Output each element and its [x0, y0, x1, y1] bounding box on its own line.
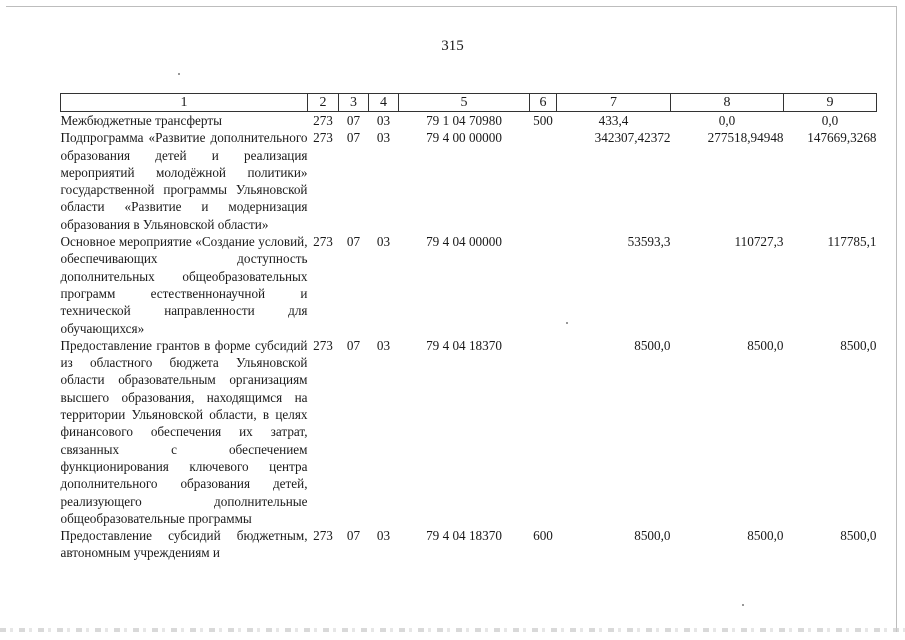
cell-amount-8: 8500,0 — [747, 528, 784, 544]
cell-amount-7: 433,4 — [598, 113, 629, 128]
cell-code-5: 79 4 04 18370 — [426, 528, 502, 544]
cell-amount-7: 8500,0 — [634, 337, 671, 353]
table-row — [61, 112, 877, 130]
table-row — [61, 527, 877, 562]
scan-speck — [178, 73, 180, 75]
cell-amount-9: 8500,0 — [840, 337, 877, 353]
cell-code-6 — [530, 337, 557, 527]
cell-amount-9: 147669,3268 — [807, 130, 877, 146]
cell-code-5: 79 4 00 00000 — [426, 130, 502, 146]
column-header: 3 — [339, 94, 369, 112]
row-name: Основное мероприятие «Создание условий, обеспечивающих доступность дополнительных общеобразовательных программ естественнонаучной и технической направленности для обучающихся» — [60, 234, 308, 336]
cell-amount-9: 0,0 — [821, 113, 839, 128]
cell-code-2: 273 — [313, 113, 333, 128]
cell-amount-9: 8500,0 — [840, 528, 877, 544]
cell-code-3: 07 — [346, 113, 361, 128]
cell-code-6: 600 — [533, 528, 553, 544]
row-name: Предоставление грантов в форме субсидий из областного бюджета Ульяновской области образовательным организациям высшего образования, находящимся на территории Ульяновской области, в целях финансового обеспечения их затрат, связанных с обеспечением функционирования ключевого центра дополнительного образования детей, реализующего дополнительные общеобразовательные программы — [60, 337, 308, 526]
table-header-row — [61, 94, 877, 112]
cell-code-2: 273 — [313, 130, 333, 146]
cell-code-6 — [530, 233, 557, 337]
table-row — [61, 233, 877, 337]
cell-code-4: 03 — [376, 337, 391, 353]
cell-code-2: 273 — [313, 234, 333, 250]
column-header: 4 — [369, 94, 399, 112]
cell-amount-8: 0,0 — [718, 113, 736, 128]
cell-code-3: 07 — [346, 337, 361, 353]
scan-edge-noise — [0, 628, 905, 632]
column-header: 5 — [399, 94, 530, 112]
cell-amount-9: 117785,1 — [827, 234, 877, 250]
cell-amount-8: 110727,3 — [734, 234, 784, 250]
table-row — [61, 337, 877, 527]
cell-code-4: 03 — [376, 528, 391, 544]
table-row — [61, 129, 877, 233]
column-header: 2 — [308, 94, 339, 112]
cell-code-5: 79 4 04 18370 — [426, 337, 502, 353]
column-header: 7 — [557, 94, 671, 112]
cell-amount-7: 53593,3 — [627, 234, 671, 250]
cell-code-5: 79 1 04 70980 — [426, 113, 502, 128]
cell-amount-8: 277518,94948 — [707, 130, 784, 146]
cell-amount-8: 8500,0 — [747, 337, 784, 353]
cell-code-4: 03 — [376, 113, 391, 128]
row-name: Подпрограмма «Развитие дополнительного образования детей и реализация мероприятий молодёжной политики» государственной программы Ульяновской области «Развитие и модернизация образования в Ульяновской области» — [60, 130, 308, 232]
cell-code-3: 07 — [346, 234, 361, 250]
column-header: 1 — [61, 94, 308, 112]
cell-code-6 — [530, 129, 557, 233]
cell-amount-7: 8500,0 — [634, 528, 671, 544]
cell-code-3: 07 — [346, 130, 361, 146]
budget-table — [60, 93, 877, 562]
cell-amount-7: 342307,42372 — [594, 130, 671, 146]
page-number: 315 — [441, 38, 464, 54]
cell-code-3: 07 — [346, 528, 361, 544]
scan-speck — [742, 604, 744, 606]
row-name: Предоставление субсидий бюджетным, автономным учреждениям и — [60, 528, 308, 561]
cell-code-4: 03 — [376, 234, 391, 250]
column-header: 9 — [784, 94, 877, 112]
row-name: Межбюджетные трансферты — [60, 113, 222, 128]
column-header: 6 — [530, 94, 557, 112]
cell-code-5: 79 4 04 00000 — [426, 234, 502, 250]
cell-code-4: 03 — [376, 130, 391, 146]
cell-code-2: 273 — [313, 528, 333, 544]
cell-code-6: 500 — [533, 113, 553, 128]
cell-code-2: 273 — [313, 337, 333, 353]
column-header: 8 — [671, 94, 784, 112]
